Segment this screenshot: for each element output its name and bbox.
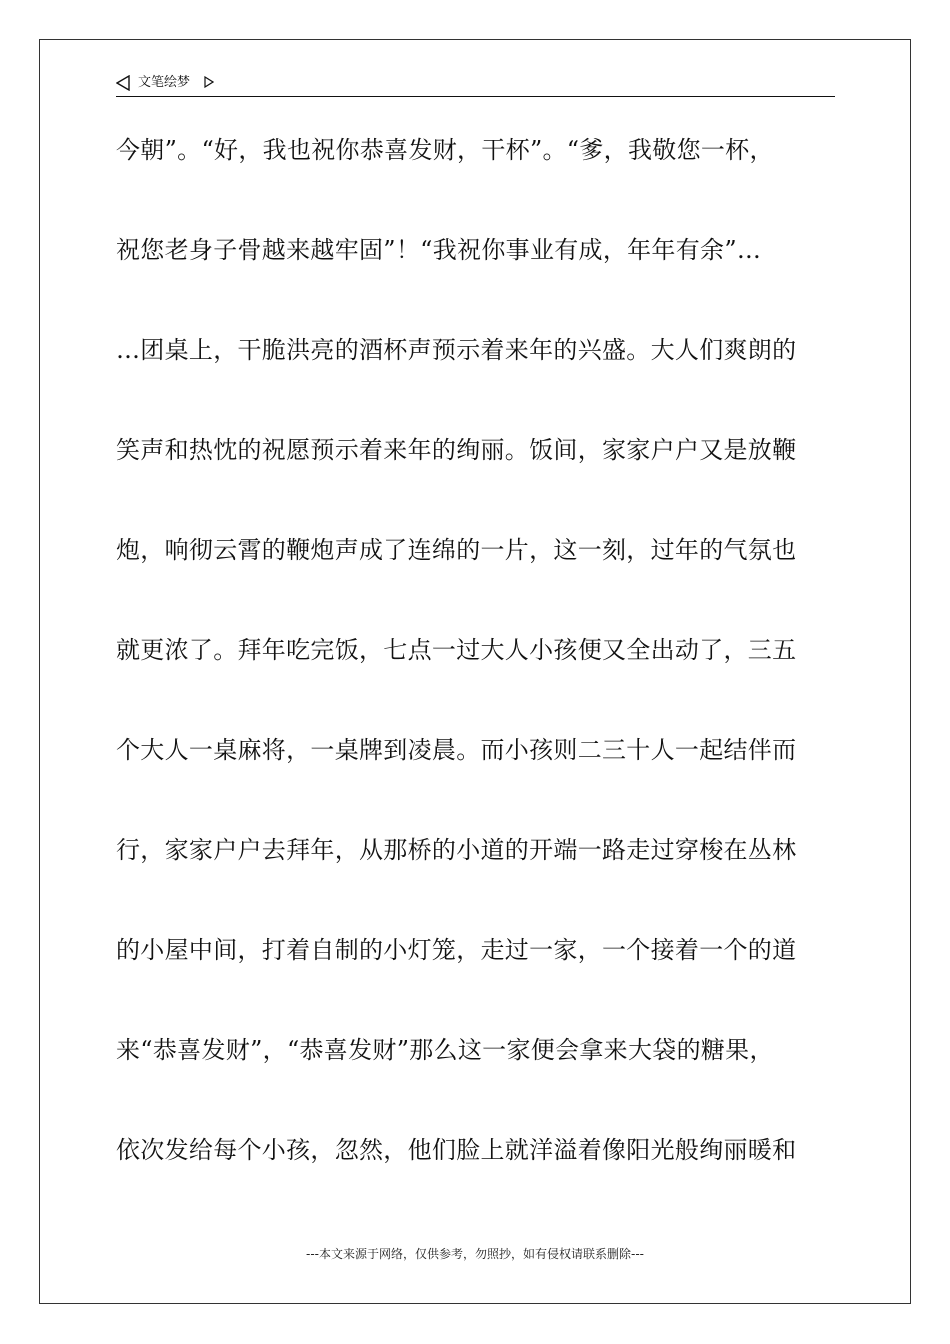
body-line: 的小屋中间，打着自制的小灯笼，走过一家，一个接着一个的道 [116, 936, 797, 964]
triangle-right-icon [204, 76, 214, 88]
body-line: 行，家家户户去拜年，从那桥的小道的开端一路走过穿梭在丛林 [116, 836, 797, 864]
body-line: 依次发给每个小孩，忽然，他们脸上就洋溢着像阳光般绚丽暖和 [116, 1136, 797, 1164]
body-line: 炮，响彻云霄的鞭炮声成了连绵的一片，这一刻，过年的气氛也 [116, 536, 797, 564]
body-line: 来“恭喜发财”，“恭喜发财”那么这一家便会拿来大袋的糖果， [116, 1036, 774, 1064]
body-line: 个大人一桌麻将，一桌牌到凌晨。而小孩则二三十人一起结伴而 [116, 736, 797, 764]
footer-disclaimer: ---本文来源于网络，仅供参考，勿照抄，如有侵权请联系删除--- [306, 1247, 644, 1261]
triangle-left-icon [116, 75, 130, 91]
body-line: 今朝”。“好，我也祝你恭喜发财，干杯”。“爹，我敬您一杯， [116, 136, 774, 164]
header-title: 文笔绘梦 [138, 75, 191, 90]
body-line: 笑声和热忱的祝愿预示着来年的绚丽。饭间，家家户户又是放鞭 [116, 436, 797, 464]
body-line: …团桌上，干脆洪亮的酒杯声预示着来年的兴盛。大人们爽朗的 [116, 336, 797, 364]
body-text [116, 128, 835, 1228]
body-line: 就更浓了。拜年吃完饭，七点一过大人小孩便又全出动了，三五 [116, 636, 797, 664]
document-header [116, 73, 835, 97]
body-line: 祝您老身子骨越来越牢固”！“我祝你事业有成，年年有余”… [116, 236, 762, 264]
